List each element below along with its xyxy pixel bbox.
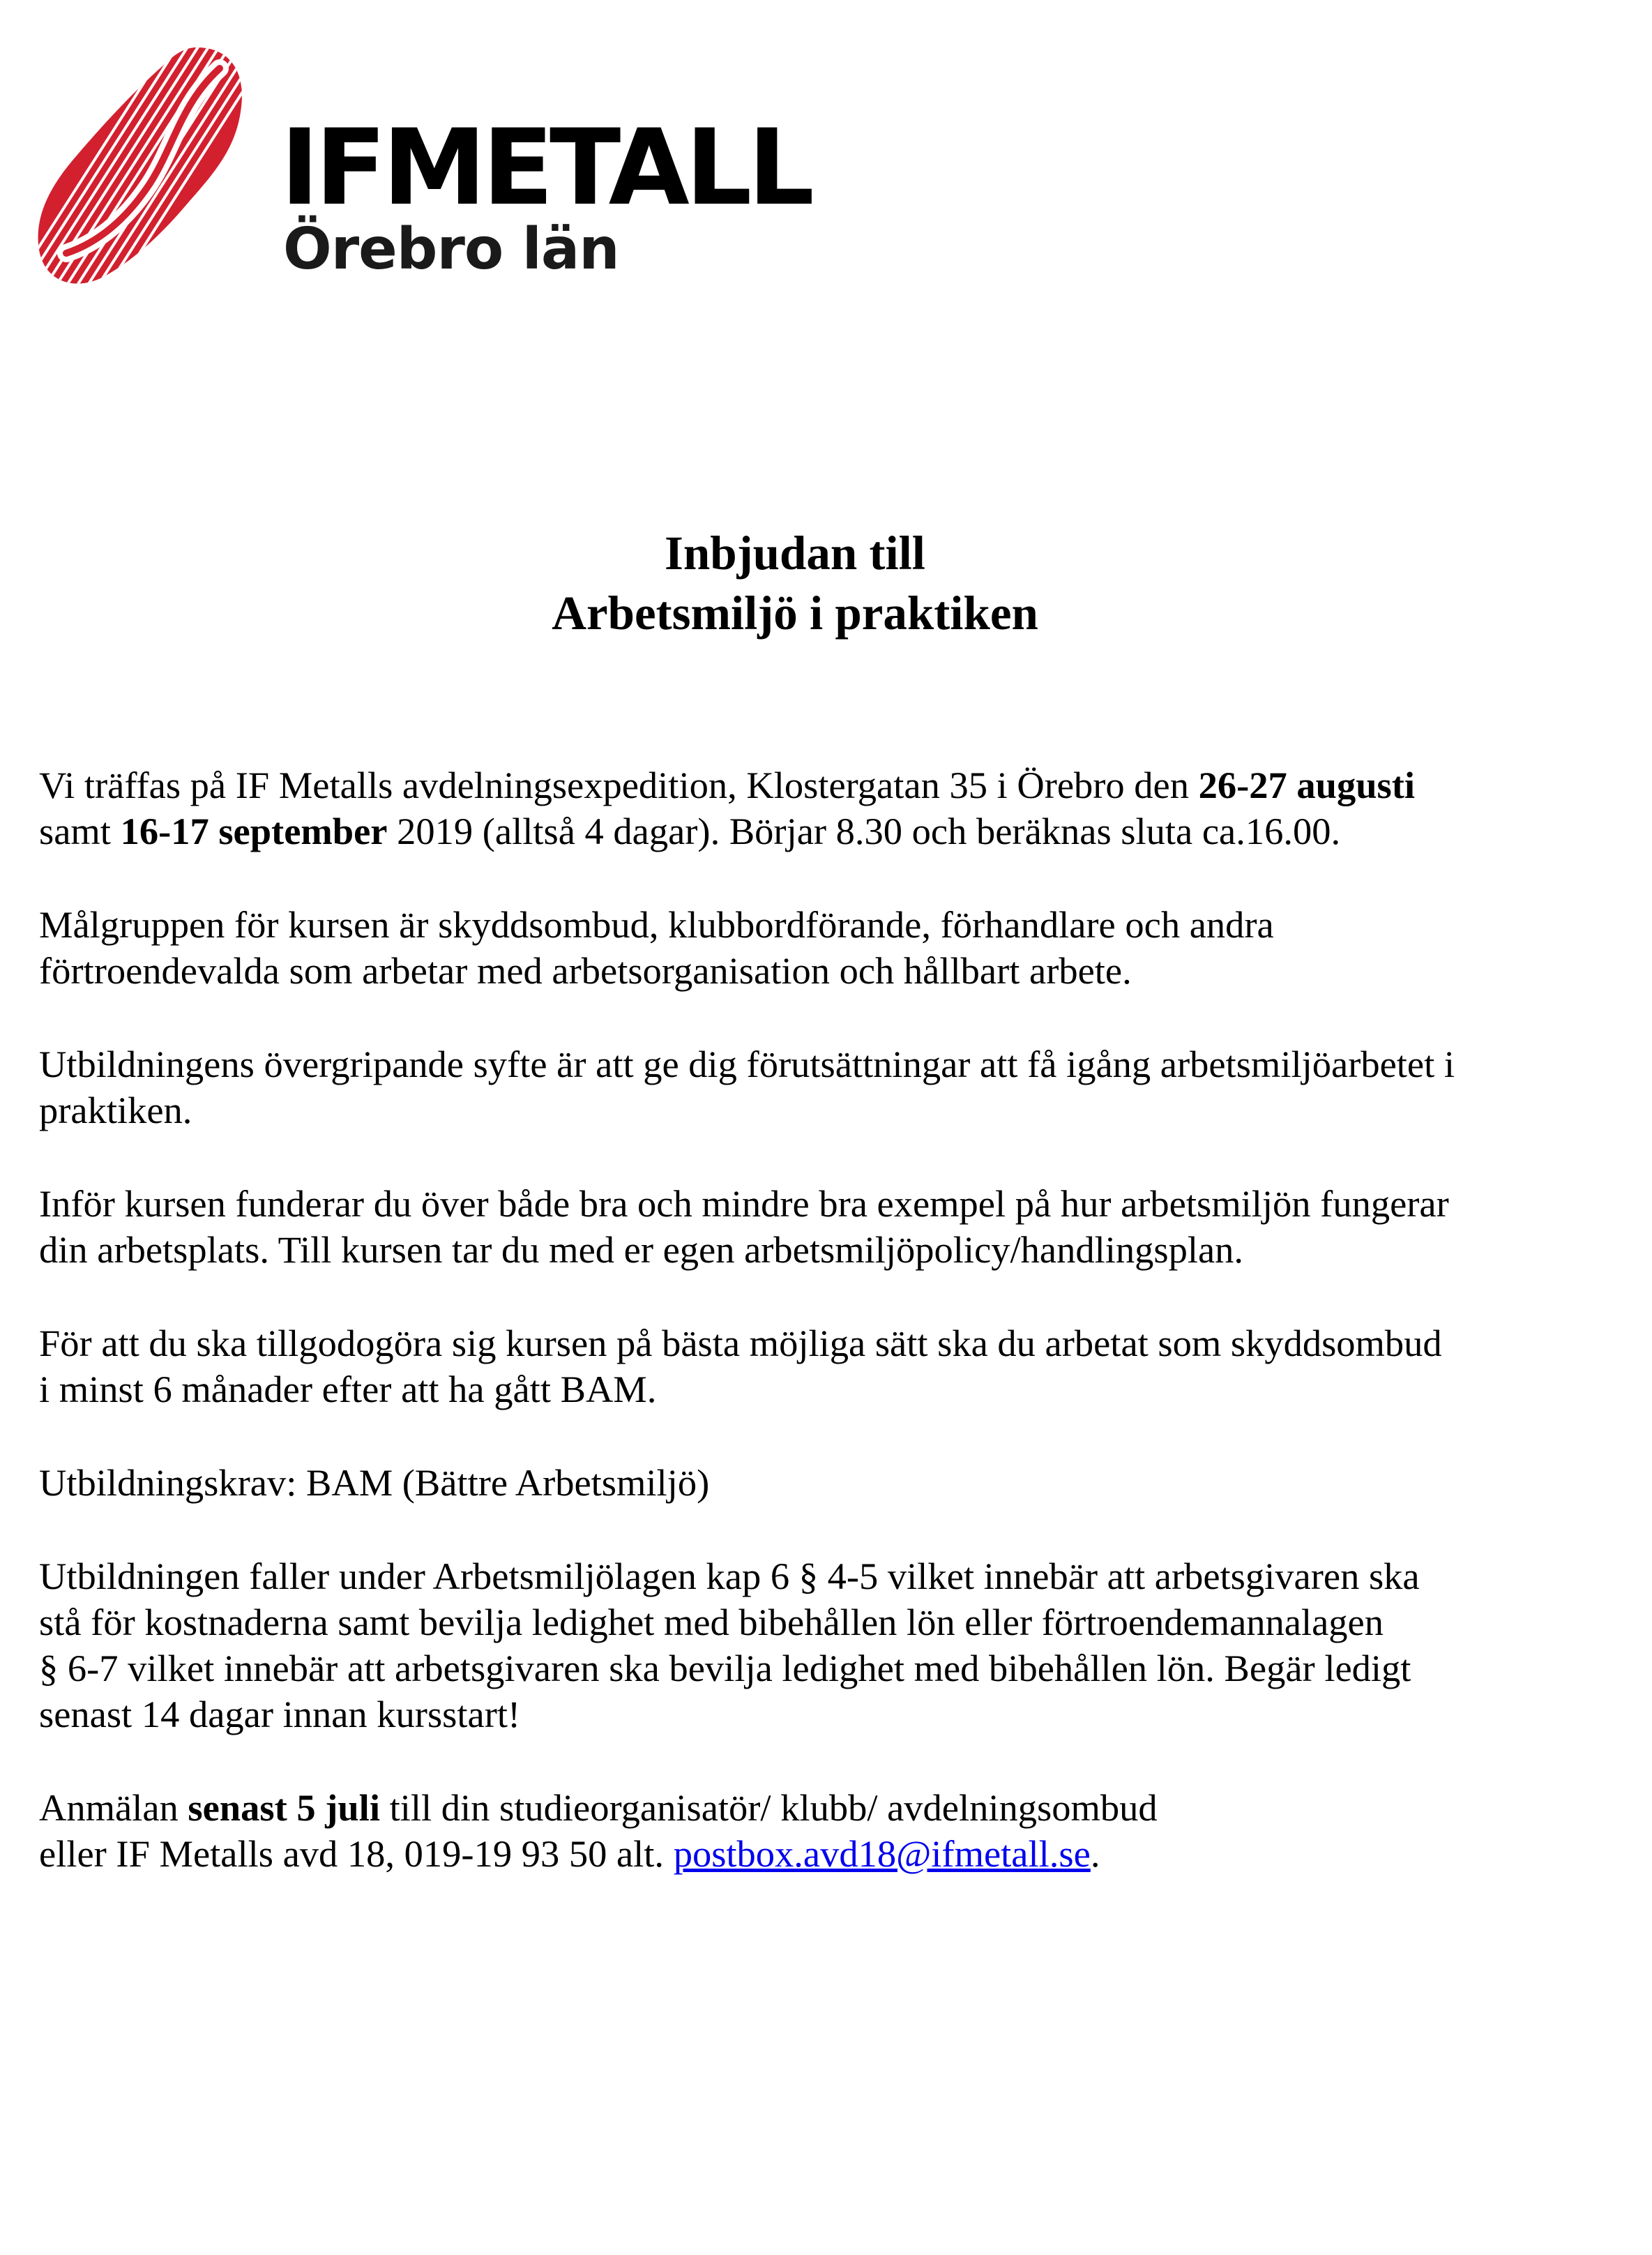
paragraph-line: För att du ska tillgodogöra sig kursen på bästa möjliga sätt ska du arbetat som skyddsombud — [39, 1322, 1442, 1364]
deadline: senast 5 juli — [188, 1786, 380, 1829]
document-body — [39, 762, 1601, 1924]
if-metall-logo-icon — [35, 40, 251, 292]
text-span: Anmälan — [39, 1786, 188, 1829]
date-august: 26-27 augusti — [1198, 764, 1416, 806]
header-logo — [35, 40, 844, 292]
paragraph-line: Inför kursen funderar du över både bra och mindre bra exempel på hur arbetsmiljön fungerar — [39, 1182, 1449, 1225]
paragraph-purpose — [39, 1041, 1601, 1133]
paragraph-line — [39, 808, 1601, 854]
title-line-1: Inbjudan till — [665, 527, 925, 580]
paragraph-line — [39, 1785, 1601, 1831]
paragraph-line: senast 14 dagar innan kursstart! — [39, 1693, 521, 1735]
paragraph-preparation — [39, 1181, 1601, 1273]
text-span: eller IF Metalls avd 18, 019-19 93 50 alt. — [39, 1832, 674, 1875]
paragraph-requirement — [39, 1460, 1601, 1506]
text-span: 2019 (alltså 4 dagar). Börjar 8.30 och beräknas sluta ca.16.00. — [387, 810, 1341, 852]
paragraph-line: Målgruppen för kursen är skyddsombud, klubbordförande, förhandlare och andra — [39, 903, 1274, 946]
text-span: Vi träffas på IF Metalls avdelningsexpedition, Klostergatan 35 i Örebro den — [39, 764, 1199, 806]
date-september: 16-17 september — [120, 810, 388, 852]
paragraph-legal — [39, 1553, 1601, 1737]
text-span: . — [1090, 1832, 1100, 1875]
paragraph-line: § 6-7 vilket innebär att arbetsgivaren ska bevilja ledighet med bibehållen lön. Begär ledigt — [39, 1647, 1411, 1689]
paragraph-line — [39, 1831, 1601, 1877]
paragraph-line: i minst 6 månader efter att ha gått BAM. — [39, 1368, 657, 1410]
paragraph-line: Utbildningen faller under Arbetsmiljölagen kap 6 § 4-5 vilket innebär att arbetsgivaren ska — [39, 1555, 1420, 1597]
paragraph-line — [39, 762, 1601, 808]
paragraph-experience — [39, 1320, 1601, 1412]
paragraph-line: Utbildningens övergripande syfte är att ge dig förutsättningar att få igång arbetsmiljöarbetet i — [39, 1043, 1455, 1085]
paragraph-line: praktiken. — [39, 1089, 192, 1131]
text-span: samt — [39, 810, 121, 852]
paragraph-target-group — [39, 902, 1601, 994]
paragraph-line: förtroendevalda som arbetar med arbetsorganisation och hållbart arbete. — [39, 949, 1132, 992]
paragraph-registration — [39, 1785, 1601, 1877]
email-link[interactable]: postbox.avd18@ifmetall.se — [673, 1832, 1091, 1875]
paragraph-line: din arbetsplats. Till kursen tar du med er egen arbetsmiljöpolicy/handlingsplan. — [39, 1228, 1244, 1271]
page-title — [0, 523, 1590, 643]
title-line-2: Arbetsmiljö i praktiken — [552, 587, 1038, 640]
paragraph-line: stå för kostnaderna samt bevilja ledighet med bibehållen lön eller förtroendemannalagen — [39, 1601, 1384, 1643]
brand-region: Örebro län — [283, 216, 619, 282]
text-span: till din studieorganisatör/ klubb/ avdelningsombud — [379, 1786, 1158, 1829]
paragraph-line: Utbildningskrav: BAM (Bättre Arbetsmiljö) — [39, 1461, 710, 1504]
brand-name: IFMETALL — [280, 107, 810, 229]
paragraph-dates — [39, 762, 1601, 854]
